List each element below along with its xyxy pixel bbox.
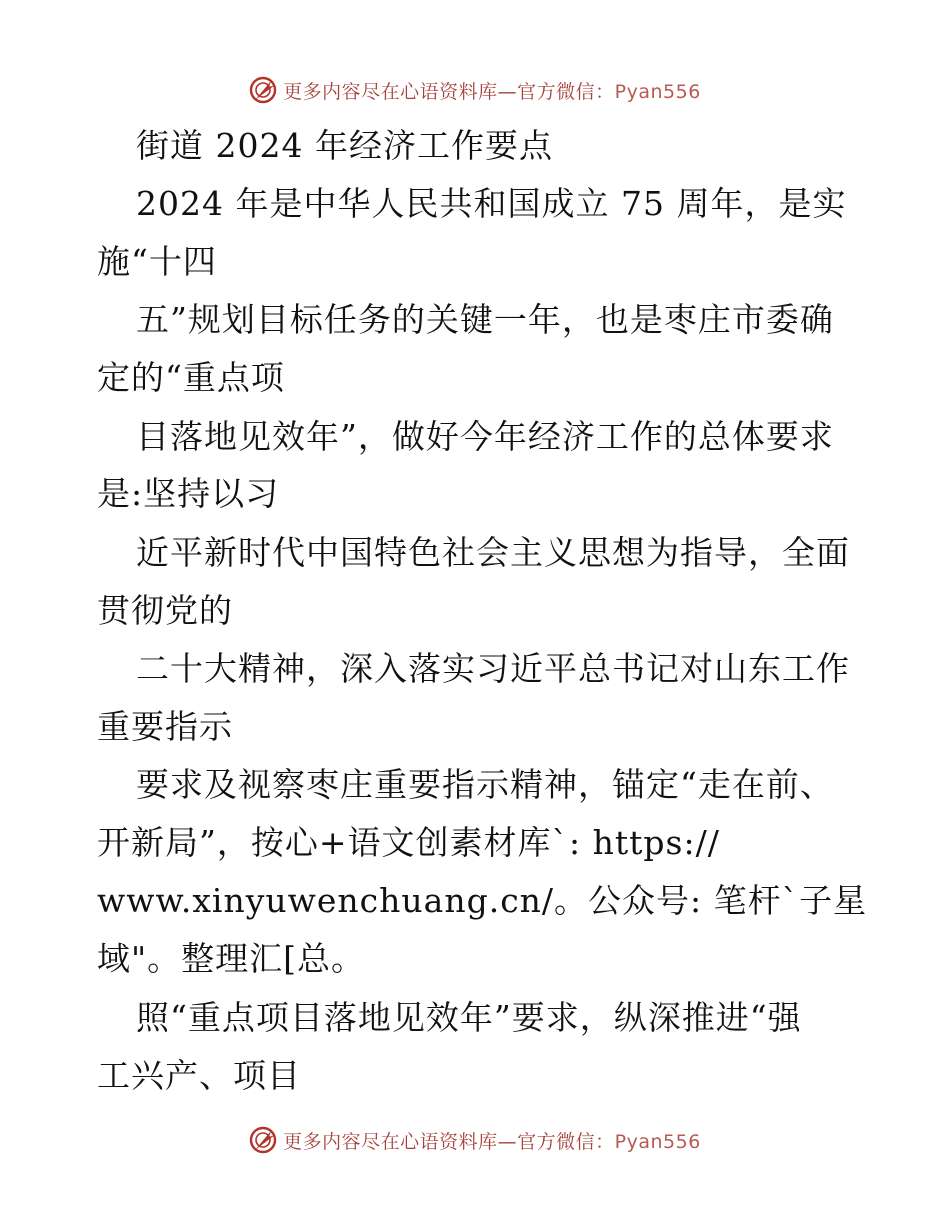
watermark-text: 更多内容尽在心语资料库—官方微信：Pyan556 bbox=[283, 80, 701, 103]
paragraph-line: 定的“重点项 bbox=[97, 358, 285, 397]
paragraph-line: 2024 年是中华人民共和国成立 75 周年，是实 bbox=[136, 184, 847, 223]
feather-logo-icon bbox=[249, 1126, 277, 1154]
paragraph-line: 工兴产、项目 bbox=[97, 1056, 301, 1095]
paragraph-line: 施“十四 bbox=[97, 242, 217, 281]
watermark-text: 更多内容尽在心语资料库—官方微信：Pyan556 bbox=[283, 1130, 701, 1153]
paragraph-line: 要求及视察枣庄重要指示精神，锚定“走在前、 bbox=[136, 765, 834, 804]
paragraph-line: 开新局”，按心+语文创素材库`: https:// bbox=[97, 823, 720, 862]
paragraph-line: 目落地见效年”，做好今年经济工作的总体要求 bbox=[136, 417, 834, 456]
paragraph-line: 二十大精神，深入落实习近平总书记对山东工作 bbox=[136, 649, 850, 688]
document-title: 街道 2024 年经济工作要点 bbox=[136, 126, 553, 165]
paragraph-line: 是:坚持以习 bbox=[97, 474, 280, 513]
paragraph-line: 近平新时代中国特色社会主义思想为指导，全面 bbox=[136, 533, 850, 572]
paragraph-line: www.xinyuwenchuang.cn/。公众号: 笔杆`子星 bbox=[97, 881, 868, 920]
footer-watermark bbox=[0, 1120, 950, 1160]
paragraph-line: 照“重点项目落地见效年”要求，纵深推进“强 bbox=[136, 998, 802, 1037]
watermark-account: Pyan556 bbox=[614, 80, 701, 103]
paragraph-line: 重要指示 bbox=[97, 707, 233, 746]
paragraph-line: 五”规划目标任务的关键一年，也是枣庄市委确 bbox=[136, 300, 834, 339]
paragraph-line: 贯彻党的 bbox=[97, 591, 233, 630]
watermark-account: Pyan556 bbox=[614, 1130, 701, 1153]
paragraph-line: 域"。整理汇[总。 bbox=[97, 939, 366, 978]
